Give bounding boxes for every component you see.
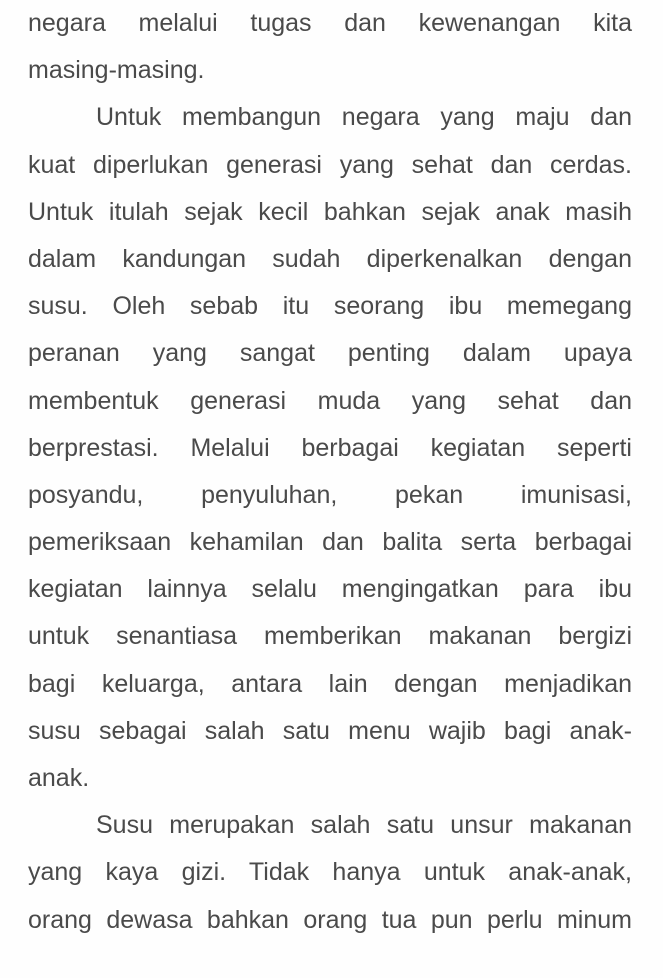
text-line: anak. [28, 764, 90, 792]
text-line: susu. Oleh sebab itu seorang ibu memegang [28, 292, 632, 321]
text-line: bagi keluarga, antara lain dengan menjadikan [28, 669, 632, 698]
text-line: kegiatan lainnya selalu mengingatkan para ibu [28, 575, 632, 604]
text-line: untuk senantiasa memberikan makanan bergizi [28, 622, 632, 651]
text-line: susu sebagai salah satu menu wajib bagi anak- [28, 716, 632, 745]
text-line: Susu merupakan salah satu unsur makanan [96, 811, 632, 840]
body-text [28, 0, 632, 944]
text-line: kuat diperlukan generasi yang sehat dan cerdas. [28, 150, 632, 179]
text-line: membentuk generasi muda yang sehat dan [28, 386, 632, 415]
text-line: orang dewasa bahkan orang tua pun perlu minum [28, 905, 632, 934]
text-line: negara melalui tugas dan kewenangan kita [28, 9, 632, 37]
text-line: posyandu, penyuluhan, pekan imunisasi, [28, 480, 632, 509]
text-line: Untuk itulah sejak kecil bahkan sejak anak masih [28, 197, 632, 226]
text-line: yang kaya gizi. Tidak hanya untuk anak-anak, [28, 858, 632, 887]
text-line: dalam kandungan sudah diperkenalkan dengan [28, 244, 632, 273]
text-line: pemeriksaan kehamilan dan balita serta berbagai [28, 528, 632, 557]
text-line: peranan yang sangat penting dalam upaya [28, 339, 632, 368]
text-line: masing-masing. [28, 56, 205, 85]
text-line: Untuk membangun negara yang maju dan [96, 103, 632, 132]
text-line: berprestasi. Melalui berbagai kegiatan seperti [28, 433, 632, 462]
